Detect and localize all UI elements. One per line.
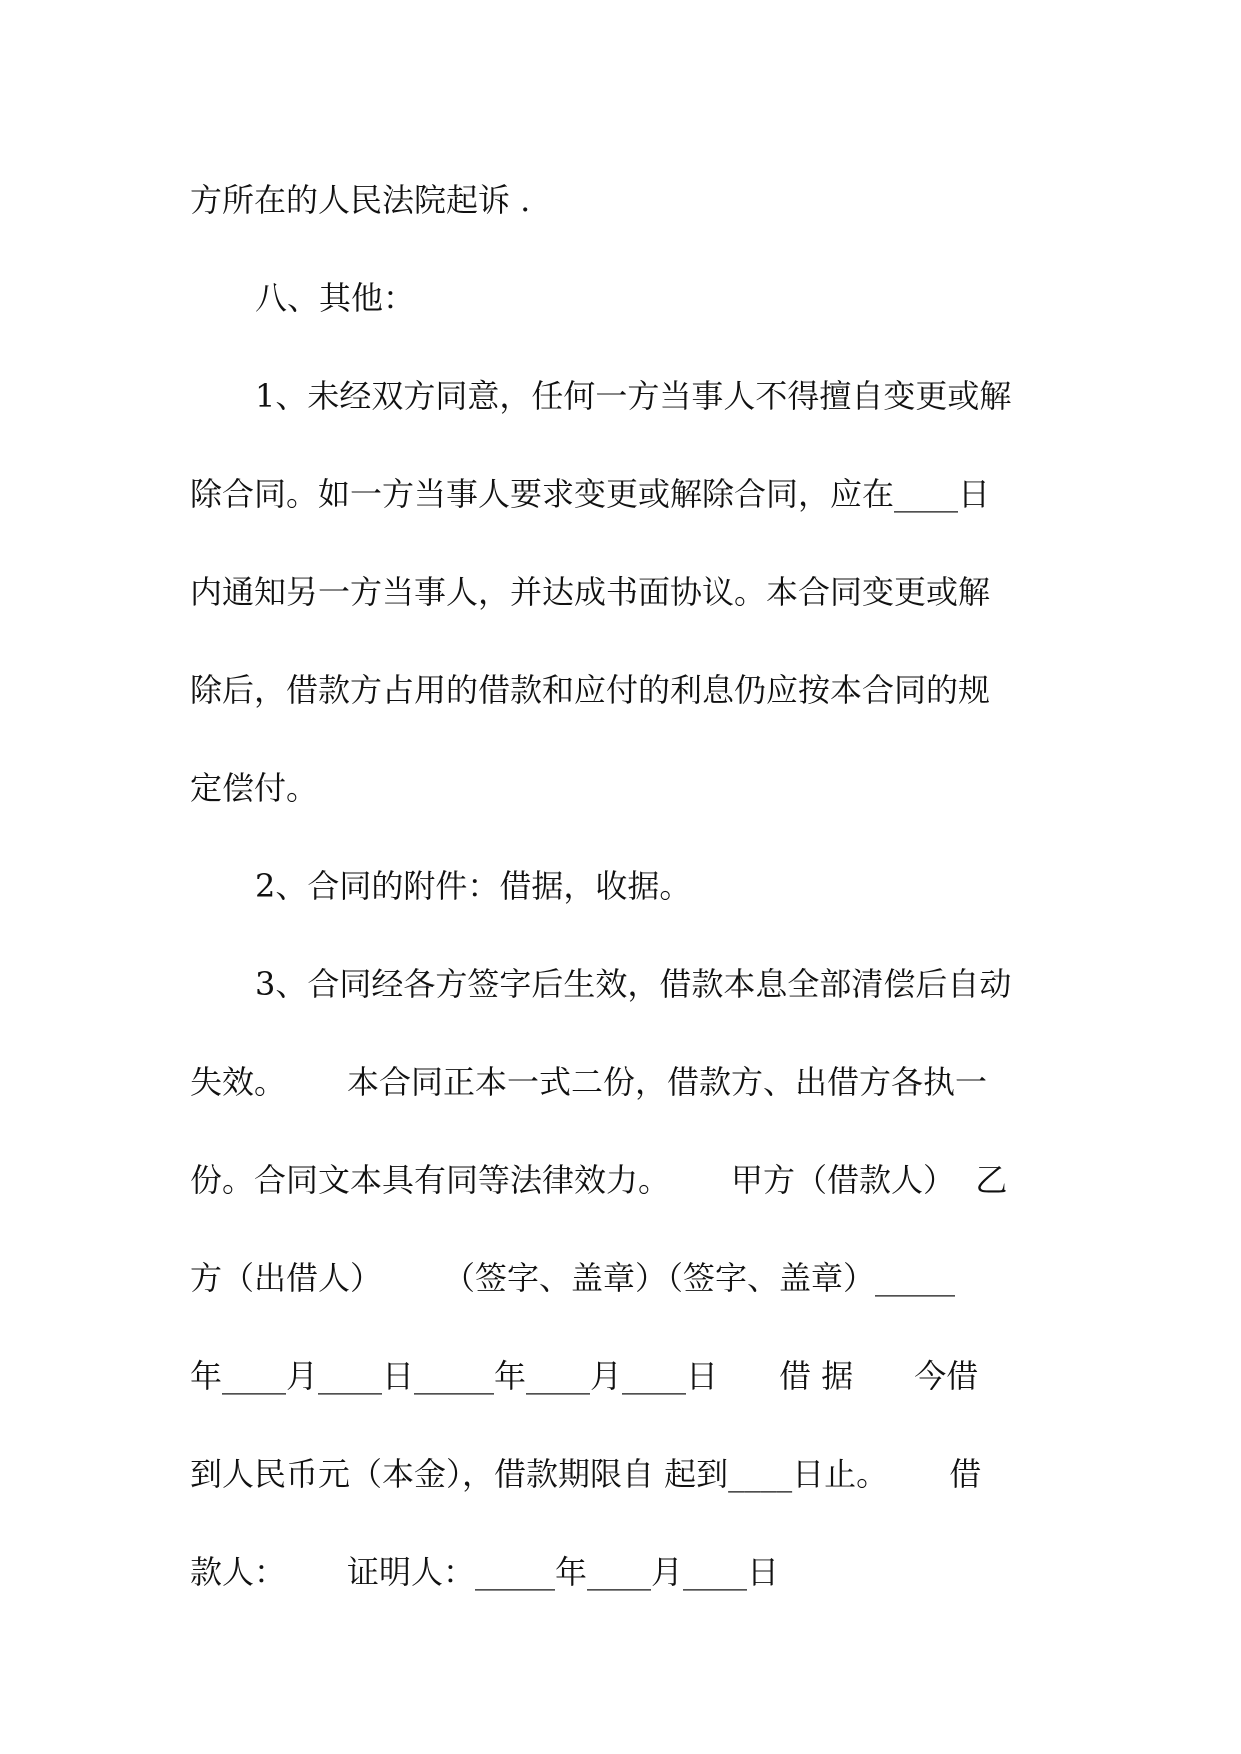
text-line: 方所在的人民法院起诉 .	[190, 181, 531, 219]
text-line: 失效。 本合同正本一式二份，借款方、出借方各执一	[190, 1063, 988, 1101]
text-line: 到人民币元（本金），借款期限自 起到____日止。 借	[190, 1455, 982, 1493]
text-line: 定偿付。	[190, 769, 319, 807]
text-line: 款人： 证明人：_____年____月____日	[190, 1553, 780, 1591]
section-heading: 八、其他：	[255, 279, 416, 317]
text-line: 1、未经双方同意，任何一方当事人不得擅自变更或解	[255, 377, 1012, 415]
text-line: 3、合同经各方签字后生效，借款本息全部清偿后自动	[255, 965, 1012, 1003]
text-line: 2、合同的附件：借据，收据。	[255, 867, 692, 905]
text-line: 除合同。如一方当事人要求变更或解除合同，应在____日	[190, 475, 991, 513]
text-line: 方（出借人） （签字、盖章）（签字、盖章）_____	[190, 1259, 956, 1297]
text-line: 份。合同文本具有同等法律效力。 甲方（借款人） 乙	[190, 1161, 1008, 1199]
text-line: 除后，借款方占用的借款和应付的利息仍应按本合同的规	[190, 671, 991, 709]
text-line: 年____月____日_____年____月____日 借 据 今借	[190, 1357, 979, 1395]
text-line: 内通知另一方当事人，并达成书面协议。本合同变更或解	[190, 573, 991, 611]
